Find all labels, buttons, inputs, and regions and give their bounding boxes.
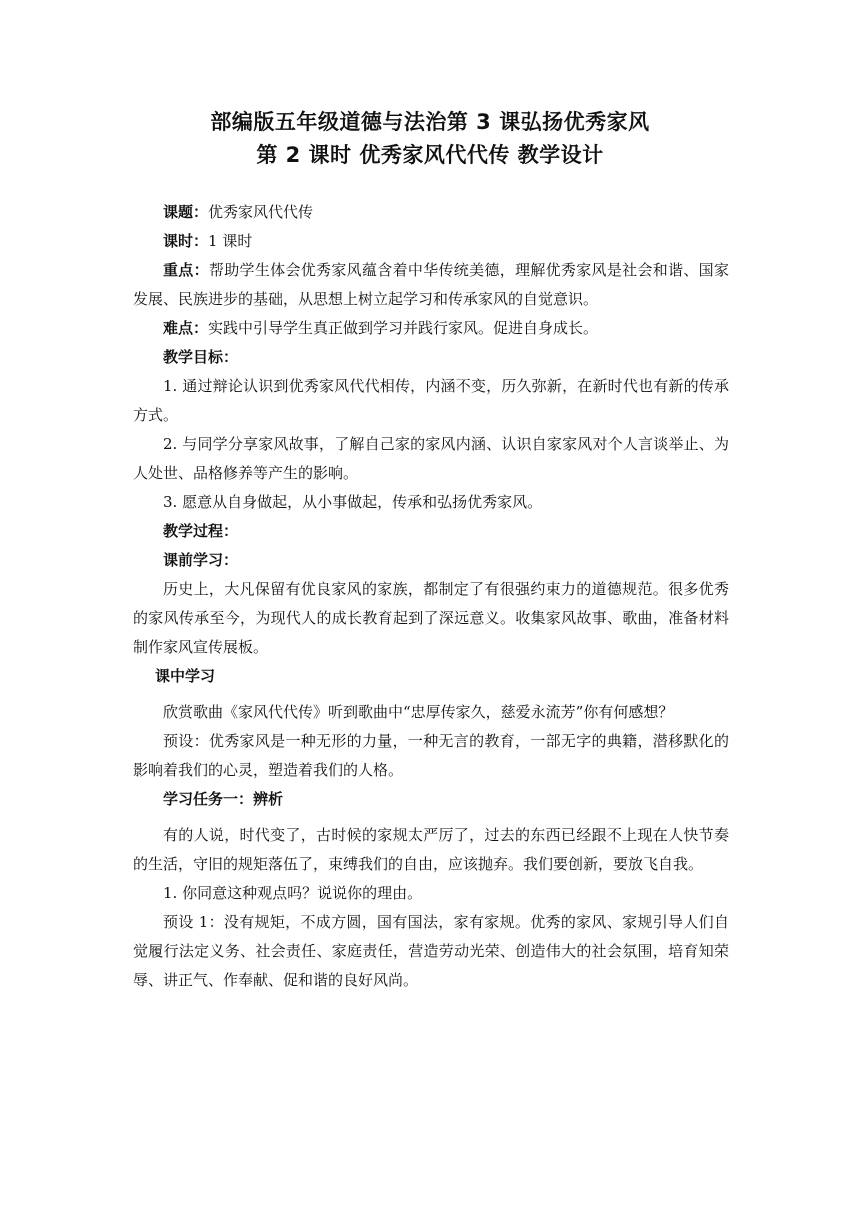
task1-paragraph: 有的人说，时代变了，古时候的家规太严厉了，过去的东西已经跟不上现在人快节奏的生活，守旧的规矩落伍了，束缚我们的自由，应该抛弃。我们要创新，要放飞自我。	[133, 826, 729, 873]
goal-item-1: 1. 通过辩论认识到优秀家风代代相传，内涵不变，历久弥新，在新时代也有新的传承方式。	[133, 377, 729, 424]
doc-body	[133, 198, 729, 995]
inclass-heading: 课中学习	[155, 667, 216, 685]
preset-paragraph: 预设：优秀家风是一种无形的力量，一种无言的教育，一部无字的典籍，潜移默化的影响着我们的心灵，塑造着我们的人格。	[133, 732, 729, 779]
doc-title-line2: 第 2 课时 优秀家风代代传 教学设计	[256, 143, 604, 167]
key-point-label: 重点：	[163, 261, 209, 279]
goal-item-3: 3. 愿意从自身做起，从小事做起，传承和弘扬优秀家风。	[163, 493, 543, 511]
key-point-paragraph	[133, 256, 729, 314]
song-paragraph: 欣赏歌曲《家风代代传》听到歌曲中“忠厚传家久，慈爱永流芳”你有何感想？	[163, 703, 674, 721]
prestudy-paragraph: 历史上，大凡保留有优良家风的家族，都制定了有很强约束力的道德规范。很多优秀的家风传承至今，为现代人的成长教育起到了深远意义。收集家风故事、歌曲，准备材料制作家风宣传展板。	[133, 580, 729, 656]
topic-label: 课题：	[163, 203, 209, 221]
process-heading: 教学过程：	[163, 522, 239, 540]
period-label: 课时：	[163, 232, 209, 250]
difficulty-text: 实践中引导学生真正做到学习并践行家风。促进自身成长。	[208, 319, 599, 337]
goal-item-2: 2. 与同学分享家风故事，了解自己家的家风内涵、认识自家家风对个人言谈举止、为人处世、品格修养等产生的影响。	[133, 435, 729, 482]
task1-heading: 学习任务一：辨析	[163, 790, 284, 808]
difficulty-paragraph	[133, 314, 729, 343]
topic-value: 优秀家风代代传	[208, 203, 314, 221]
prestudy-heading: 课前学习：	[163, 551, 239, 569]
preset-1-paragraph: 预设 1：没有规矩，不成方圆，国有国法，家有家规。优秀的家风、家规引导人们自觉履行法定义务、社会责任、家庭责任，营造劳动光荣、创造伟大的社会氛围，培育知荣辱、讲正气、作奉献、促和谐的良好风尚。	[133, 913, 729, 989]
doc-title-line1: 部编版五年级道德与法治第 3 课弘扬优秀家风	[210, 110, 650, 134]
key-point-text: 帮助学生体会优秀家风蕴含着中华传统美德，理解优秀家风是社会和谐、国家发展、民族进步的基础，从思想上树立起学习和传承家风的自觉意识。	[133, 261, 729, 308]
question-1: 1. 你同意这种观点吗？说说你的理由。	[163, 884, 423, 902]
period-value: 1 课时	[208, 232, 253, 250]
period-line	[133, 227, 729, 256]
goals-heading: 教学目标：	[163, 348, 239, 366]
topic-line	[133, 198, 729, 227]
difficulty-label: 难点：	[163, 319, 209, 337]
